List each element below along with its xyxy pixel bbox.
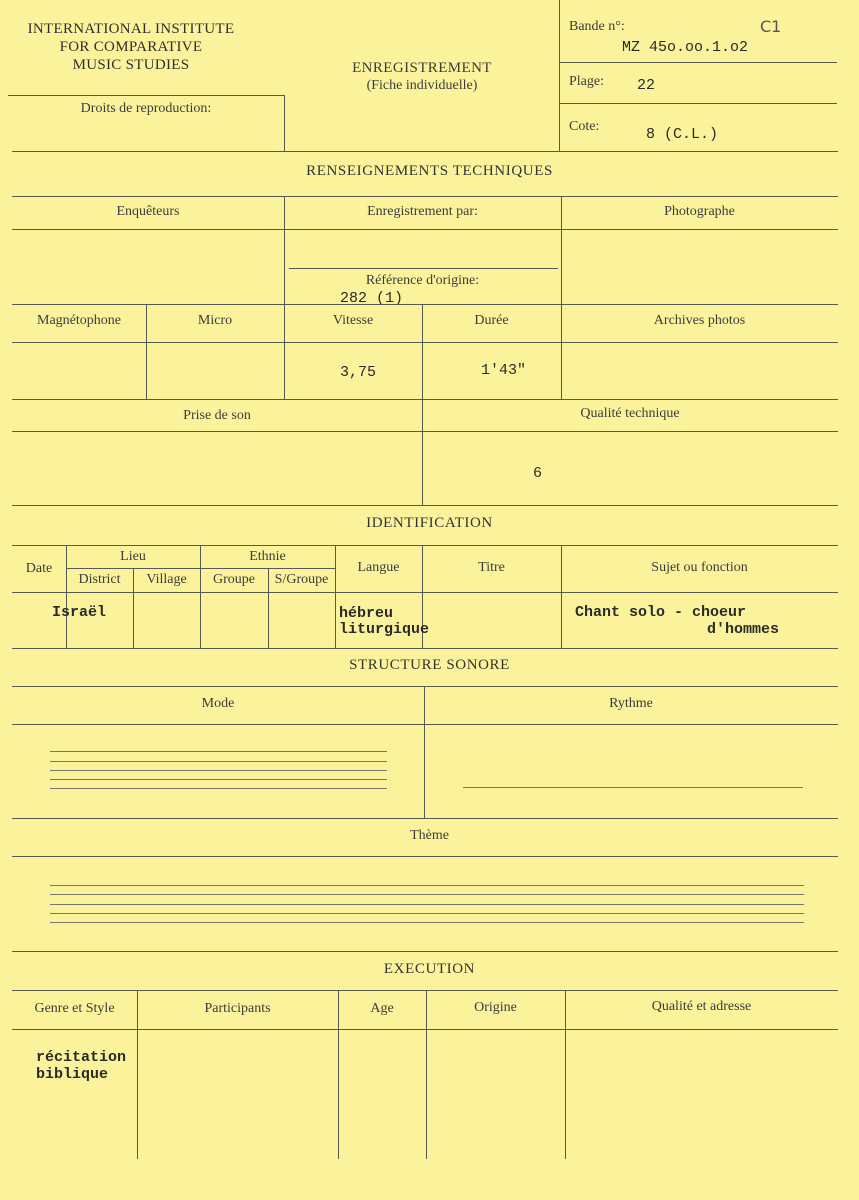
genre-value-line-1: récitation <box>36 1049 127 1066</box>
ethnie-label: Ethnie <box>249 549 286 564</box>
plage-value: 22 <box>637 77 656 94</box>
divider <box>12 399 838 400</box>
groupe-label: Groupe <box>213 572 255 587</box>
divider <box>12 342 838 343</box>
divider <box>12 1029 838 1030</box>
divider <box>289 268 558 269</box>
divider <box>8 95 284 96</box>
enqueteurs-label: Enquêteurs <box>116 204 180 219</box>
divider <box>12 686 838 687</box>
duree-label: Durée <box>474 313 509 328</box>
divider <box>284 196 285 399</box>
qualite-technique-label: Qualité technique <box>580 406 680 421</box>
qualite-technique-value: 6 <box>533 465 543 482</box>
bande-mark: C1 <box>760 17 782 36</box>
duree-value: 1'43" <box>481 362 527 379</box>
divider <box>12 990 838 991</box>
rythme-label: Rythme <box>609 696 653 711</box>
genre-style-label: Genre et Style <box>34 1001 115 1016</box>
institute-line-1: INTERNATIONAL INSTITUTE <box>27 21 235 37</box>
qualite-adresse-label: Qualité et adresse <box>651 999 752 1014</box>
origine-label: Origine <box>474 1000 517 1015</box>
divider <box>559 62 837 63</box>
date-label: Date <box>25 561 53 576</box>
sujet-value-line-2: d'hommes <box>707 621 780 638</box>
theme-label: Thème <box>410 828 449 843</box>
technical-section-title: RENSEIGNEMENTS TECHNIQUES <box>306 163 553 179</box>
divider <box>422 304 423 505</box>
bande-value: MZ 45o.oo.1.o2 <box>622 39 749 56</box>
divider <box>559 0 560 151</box>
identification-section-title: IDENTIFICATION <box>366 515 493 531</box>
divider <box>12 951 838 952</box>
archives-label: Archives photos <box>653 313 746 328</box>
divider <box>12 648 838 649</box>
reference-label: Référence d'origine: <box>365 273 480 288</box>
divider <box>12 592 838 593</box>
sujet-value-line-1: Chant solo - choeur <box>575 604 747 621</box>
langue-value-line-2: liturgique <box>339 621 430 638</box>
district-label: District <box>78 572 121 587</box>
divider <box>12 818 838 819</box>
divider <box>12 724 838 725</box>
micro-label: Micro <box>197 313 233 328</box>
langue-label: Langue <box>357 560 400 575</box>
divider <box>12 196 838 197</box>
divider <box>12 304 838 305</box>
lieu-label: Lieu <box>120 549 146 564</box>
divider <box>565 990 566 1159</box>
form-title: ENREGISTREMENT <box>352 60 492 76</box>
structure-section-title: STRUCTURE SONORE <box>349 657 510 673</box>
divider <box>12 856 838 857</box>
divider <box>12 431 838 432</box>
genre-value-line-2: biblique <box>36 1066 109 1083</box>
village-label: Village <box>146 572 187 587</box>
prise-de-son-label: Prise de son <box>183 408 251 423</box>
titre-label: Titre <box>478 560 505 575</box>
magnetophone-label: Magnétophone <box>37 313 121 328</box>
divider <box>559 103 837 104</box>
sgroupe-label: S/Groupe <box>274 572 329 587</box>
plage-label: Plage: <box>569 74 604 89</box>
execution-section-title: EXECUTION <box>383 961 476 977</box>
langue-value-line-1: hébreu <box>339 605 394 622</box>
enregistrement-par-label: Enregistrement par: <box>367 204 478 219</box>
institute-line-2: FOR COMPARATIVE <box>59 39 203 55</box>
vitesse-value: 3,75 <box>340 364 377 381</box>
cote-value: 8 (C.L.) <box>646 126 719 143</box>
divider <box>284 95 285 151</box>
vitesse-label: Vitesse <box>332 313 374 328</box>
photographe-label: Photographe <box>664 204 735 219</box>
divider <box>12 229 838 230</box>
age-label: Age <box>370 1001 394 1016</box>
rights-label: Droits de reproduction: <box>80 101 212 116</box>
reference-value: 282 (1) <box>340 290 404 307</box>
bande-label: Bande n°: <box>569 19 625 34</box>
institute-line-3: MUSIC STUDIES <box>72 57 190 73</box>
divider <box>12 505 838 506</box>
cote-label: Cote: <box>569 119 600 134</box>
divider <box>12 545 838 546</box>
mode-label: Mode <box>201 696 235 711</box>
sujet-label: Sujet ou fonction <box>651 560 748 575</box>
divider <box>66 568 335 569</box>
district-value: Israël <box>52 604 107 621</box>
divider <box>12 151 838 152</box>
rythme-line <box>463 787 803 788</box>
form-subtitle: (Fiche individuelle) <box>366 78 478 93</box>
participants-label: Participants <box>204 1001 271 1016</box>
divider <box>561 196 562 399</box>
